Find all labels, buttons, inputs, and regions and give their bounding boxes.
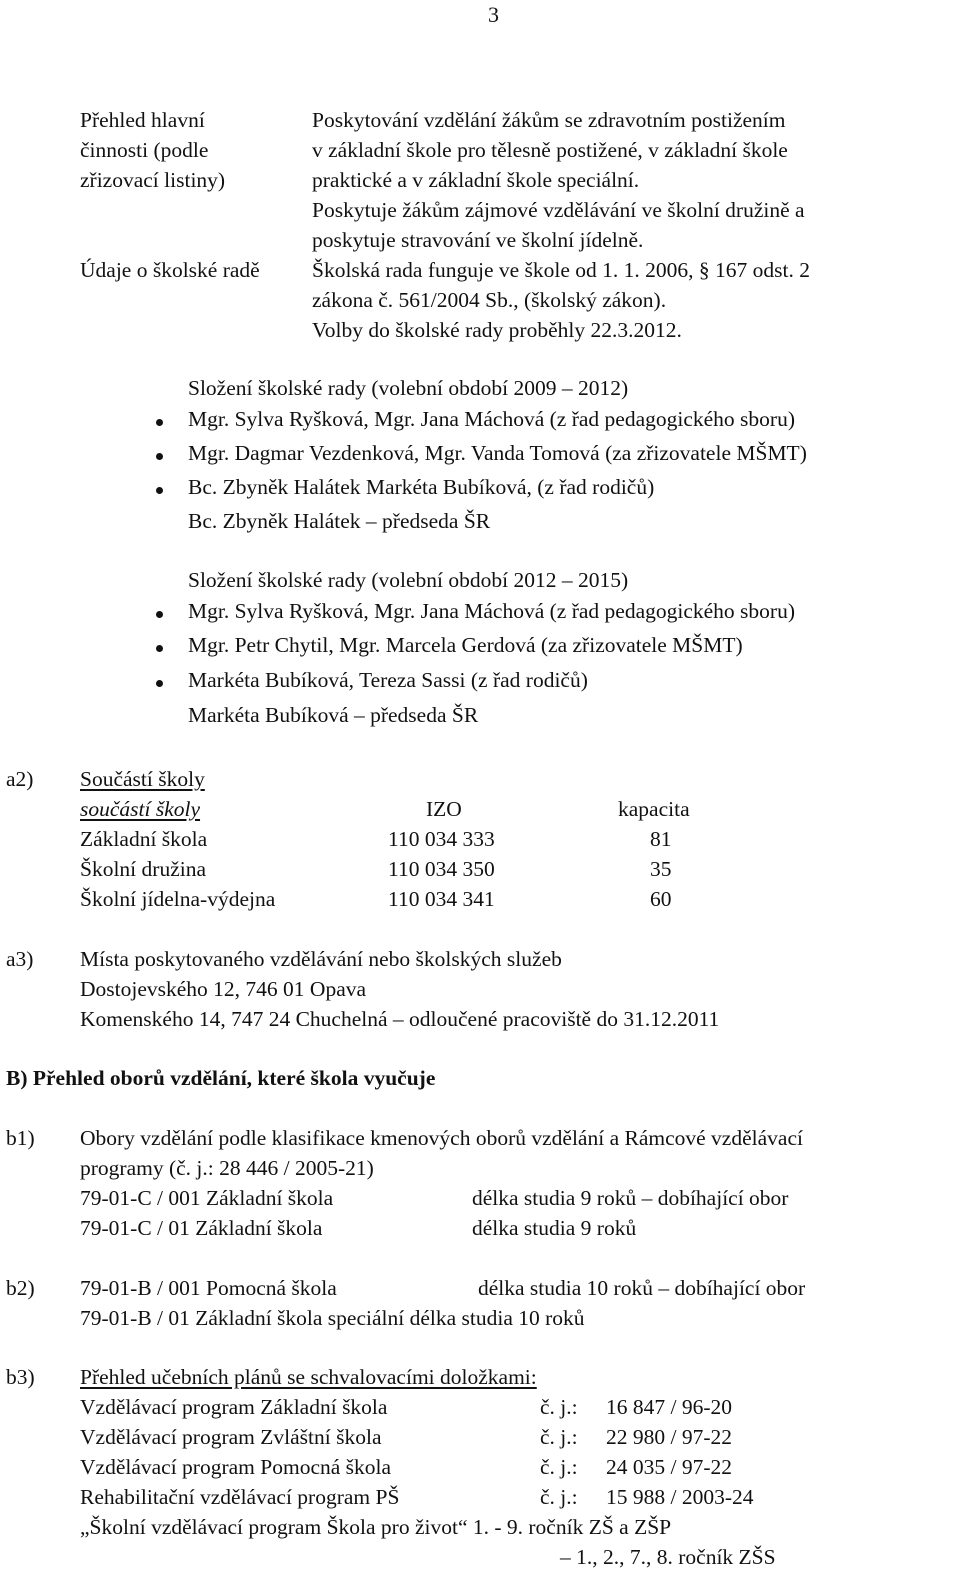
- council-member-item: Mgr. Dagmar Vezdenková, Mgr. Vanda Tomová (za zřizovatele MŠMT): [188, 441, 807, 465]
- field-duration: délka studia 10 roků – dobíhající obor: [478, 1276, 806, 1300]
- table-cell: 81: [650, 827, 672, 851]
- curriculum-name: Vzdělávací program Zvláštní škola: [80, 1425, 382, 1449]
- school-program-line: – 1., 2., 7., 8. ročník ZŠS: [560, 1545, 776, 1569]
- curriculum-name: Vzdělávací program Pomocná škola: [80, 1455, 392, 1479]
- overview-text-line: poskytuje stravování ve školní jídelně.: [312, 228, 644, 252]
- table-cell: Základní škola: [80, 827, 208, 851]
- curriculum-ref-label: č. j.:: [540, 1455, 578, 1479]
- section-marker: a3): [6, 947, 34, 971]
- field-code: 79-01-C / 01 Základní škola: [80, 1216, 323, 1240]
- curriculum-ref-label: č. j.:: [540, 1425, 578, 1449]
- council-chair: Bc. Zbyněk Halátek – předseda ŠR: [188, 509, 491, 533]
- curriculum-ref-label: č. j.:: [540, 1485, 578, 1509]
- locations-line: Dostojevského 12, 746 01 Opava: [80, 977, 367, 1001]
- page-number: 3: [488, 2, 499, 27]
- section-marker: b3): [6, 1365, 35, 1389]
- overview-text-line: Poskytuje žákům zájmové vzdělávání ve školní družině a: [312, 198, 805, 222]
- locations-line: Komenského 14, 747 24 Chuchelná – odloučené pracoviště do 31.12.2011: [80, 1007, 720, 1031]
- table-header: IZO: [426, 797, 462, 821]
- bullet-icon: [156, 453, 163, 460]
- council-period-title: Složení školské rady (volební období 2009 – 2012): [188, 376, 629, 400]
- table-cell: 110 034 333: [388, 827, 495, 851]
- curriculum-name: Rehabilitační vzdělávací program PŠ: [80, 1485, 400, 1509]
- council-member-item: Mgr. Petr Chytil, Mgr. Marcela Gerdová (za zřizovatele MŠMT): [188, 633, 743, 657]
- field-code: 79-01-C / 001 Základní škola: [80, 1186, 334, 1210]
- council-text-line: Volby do školské rady proběhly 22.3.2012.: [312, 318, 682, 342]
- curriculum-ref-number: 15 988 / 2003-24: [606, 1485, 754, 1509]
- table-header: součástí školy: [80, 797, 201, 821]
- council-member-item: Markéta Bubíková, Tereza Sassi (z řad rodičů): [188, 668, 588, 692]
- council-chair: Markéta Bubíková – předseda ŠR: [188, 703, 479, 727]
- curricula-title: Přehled učebních plánů se schvalovacími doložkami:: [80, 1365, 537, 1389]
- table-cell: Školní družina: [80, 857, 206, 881]
- council-member-item: Bc. Zbyněk Halátek Markéta Bubíková, (z řad rodičů): [188, 475, 655, 499]
- table-header: kapacita: [618, 797, 690, 821]
- fields-line: programy (č. j.: 28 446 / 2005-21): [80, 1156, 374, 1180]
- curriculum-ref-number: 16 847 / 96-20: [606, 1395, 733, 1419]
- overview-text-line: v základní škole pro tělesně postižené, v základní škole: [312, 138, 788, 162]
- field-duration: délka studia 9 roků – dobíhající obor: [472, 1186, 789, 1210]
- table-cell: Školní jídelna-výdejna: [80, 887, 276, 911]
- overview-label-line: zřizovací listiny): [80, 168, 226, 192]
- bullet-icon: [156, 680, 163, 687]
- curriculum-ref-number: 22 980 / 97-22: [606, 1425, 733, 1449]
- fields-line: Obory vzdělání podle klasifikace kmenových oborů vzdělání a Rámcové vzdělávací: [80, 1126, 803, 1150]
- section-heading: B) Přehled oborů vzdělání, které škola vyučuje: [6, 1066, 436, 1090]
- overview-text-line: Poskytování vzdělání žákům se zdravotním postižením: [312, 108, 786, 132]
- locations-line: Místa poskytovaného vzdělávání nebo školských služeb: [80, 947, 562, 971]
- overview-label-line: činnosti (podle: [80, 138, 209, 162]
- council-period-title: Složení školské rady (volební období 2012 – 2015): [188, 568, 629, 592]
- curriculum-ref-label: č. j.:: [540, 1395, 578, 1419]
- council-text-line: zákona č. 561/2004 Sb., (školský zákon).: [312, 288, 667, 312]
- table-cell: 110 034 350: [388, 857, 495, 881]
- field-code: 79-01-B / 001 Pomocná škola: [80, 1276, 337, 1300]
- curriculum-name: Vzdělávací program Základní škola: [80, 1395, 388, 1419]
- table-cell: 60: [650, 887, 672, 911]
- table-cell: 110 034 341: [388, 887, 495, 911]
- council-text-line: Školská rada funguje ve škole od 1. 1. 2006, § 167 odst. 2: [312, 258, 811, 282]
- field-duration: délka studia 9 roků: [472, 1216, 637, 1240]
- overview-label-line: Přehled hlavní: [80, 108, 205, 132]
- table-cell: 35: [650, 857, 672, 881]
- bullet-icon: [156, 611, 163, 618]
- bullet-icon: [156, 419, 163, 426]
- section-marker: b2): [6, 1276, 35, 1300]
- overview-text-line: praktické a v základní škole speciální.: [312, 168, 640, 192]
- school-program-line: „Školní vzdělávací program Škola pro život“ 1. - 9. ročník ZŠ a ZŠP: [80, 1515, 672, 1539]
- curriculum-ref-number: 24 035 / 97-22: [606, 1455, 733, 1479]
- section-marker: b1): [6, 1126, 35, 1150]
- council-member-item: Mgr. Sylva Ryšková, Mgr. Jana Máchová (z řad pedagogického sboru): [188, 599, 795, 623]
- section-marker: a2): [6, 767, 34, 791]
- bullet-icon: [156, 487, 163, 494]
- school-parts-title: Součástí školy: [80, 767, 205, 791]
- council-member-item: Mgr. Sylva Ryšková, Mgr. Jana Máchová (z řad pedagogického sboru): [188, 407, 795, 431]
- bullet-icon: [156, 645, 163, 652]
- council-label: Údaje o školské radě: [80, 258, 260, 282]
- field-code: 79-01-B / 01 Základní škola speciální délka studia 10 roků: [80, 1306, 585, 1330]
